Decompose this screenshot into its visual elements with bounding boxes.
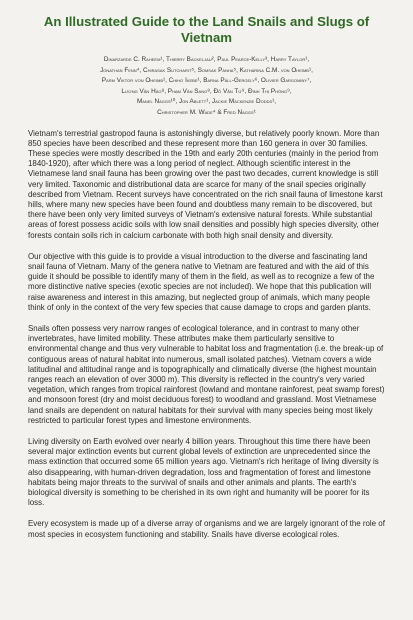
body-paragraph: Every ecosystem is made up of a diverse array of organisms and we are largely ignorant of the role of most species in ecosystem functioning and stability. Snails have diverse ecological roles. bbox=[28, 519, 385, 539]
author-list bbox=[28, 55, 385, 119]
author-line: Manel Naggs¹⁰, Jon Ablett¹, Jackie Mackenzie Dodds¹, bbox=[136, 98, 277, 106]
body-paragraph: Vietnam's terrestrial gastropod fauna is astonishingly diverse, but relatively poorly known. More than 850 species have been described and these represent more than 160 genera in over 30 families. These species were mostly described in the 19th and early 20th centuries (mainly in the period from 1840-1920), after which there was a long period of neglect. Although scientific interest in the Vietnamese land snail fauna has been growing over the past two decades, current knowledge is still very limited. Taxonomic and distributional data are scarce for many of the snail species originally described from Vietnam. Recent surveys have concentrated on the rich snail fauna of limestone karst hills, where many new species have been found and doubtless many remain to be discovered, but there have been only very limited surveys of Vietnam's extensive natural forests. While substantial areas of forest possess acidic soils with low snail densities and possibly high species diversity, other forests contain soils rich in calcium carbonate with both high snail density and diversity. bbox=[28, 128, 383, 240]
author-line: Dinarzarde C. Raheem¹, Thierry Backeljau², Paul Pearce-Kelly³, Harry Taylor¹, bbox=[103, 56, 310, 63]
author-line: Lương Văn Hào⁸, Phạm Văn Sang⁸, Đỗ Văn Tứ⁹, Đinh Thị Phòng⁹, bbox=[121, 87, 292, 95]
body-paragraph: Our objective with this guide is to provide a visual introduction to the diverse and fascinating land snail fauna of Vietnam. Many of the genera native to Vietnam are featured and with the aid of this guide it should be possible to identify many of them in the field, as well as to recognize a few of the more distinctive native species (exotic species are not included). We hope that this publication will raise awareness and interest in this amazing, but neglected group of animals, which many people think of only in the context of the very few species that cause damage to crops and garden plants. bbox=[28, 251, 375, 312]
author-line: Jonathan Fenn⁴, Chirasak Sutcharit⁵, Somsak Panha⁵, Katharina C.M. von Oheimb¹, bbox=[100, 66, 313, 74]
body-paragraph: Living diversity on Earth evolved over nearly 4 billion years. Throughout this time there have been several major extinction events but current global levels of extinction are unprecedented since the mass extinction that occurred some 65 million years ago. Vietnam's rich heritage of living diversity is also disappearing, with human-driven degradation, loss and fragmentation of forest and limestone habitats being major threats to the survival of snails and other animals and plants. The earth's biological diversity is something to be cherished in its own right and humanity will be poorer for its loss. bbox=[28, 437, 379, 508]
author-line: Christopher M. Wade⁴ & Fred Naggs¹ bbox=[157, 108, 256, 116]
author-line: Parm Viktor von Oheimb¹, Chiho Ikebe¹, Barna Páll-Gergely⁶, Olivier Gargominy⁷, bbox=[101, 77, 312, 85]
page-title: An Illustrated Guide to the Land Snails and Slugs of Vietnam bbox=[43, 14, 370, 45]
body-paragraph: Snails often possess very narrow ranges of ecological tolerance, and in contrast to many other invertebrates, have limited mobility. These attributes make them particularly sensitive to environmental change and thus very vulnerable to habitat loss and fragmentation (i.e. the break-up of contiguous areas of natural habitat into numerous, small isolated patches). Vietnam covers a wide latitudinal and altitudinal range and is topographically and climatically diverse (the highest mountain ranges reach an elevation of over 3000 m). This diversity is reflected in the country's very varied vegetation, which ranges from tropical rainforest (lowland and montane rainforest, peat swamp forest) and monsoon forest (dry and moist deciduous forest) to woodland and grassland. Most Vietnamese land snails are dependent on natural habitats for their survival with many species being most likely restricted to particular forest types and limestone environments. bbox=[28, 324, 385, 425]
